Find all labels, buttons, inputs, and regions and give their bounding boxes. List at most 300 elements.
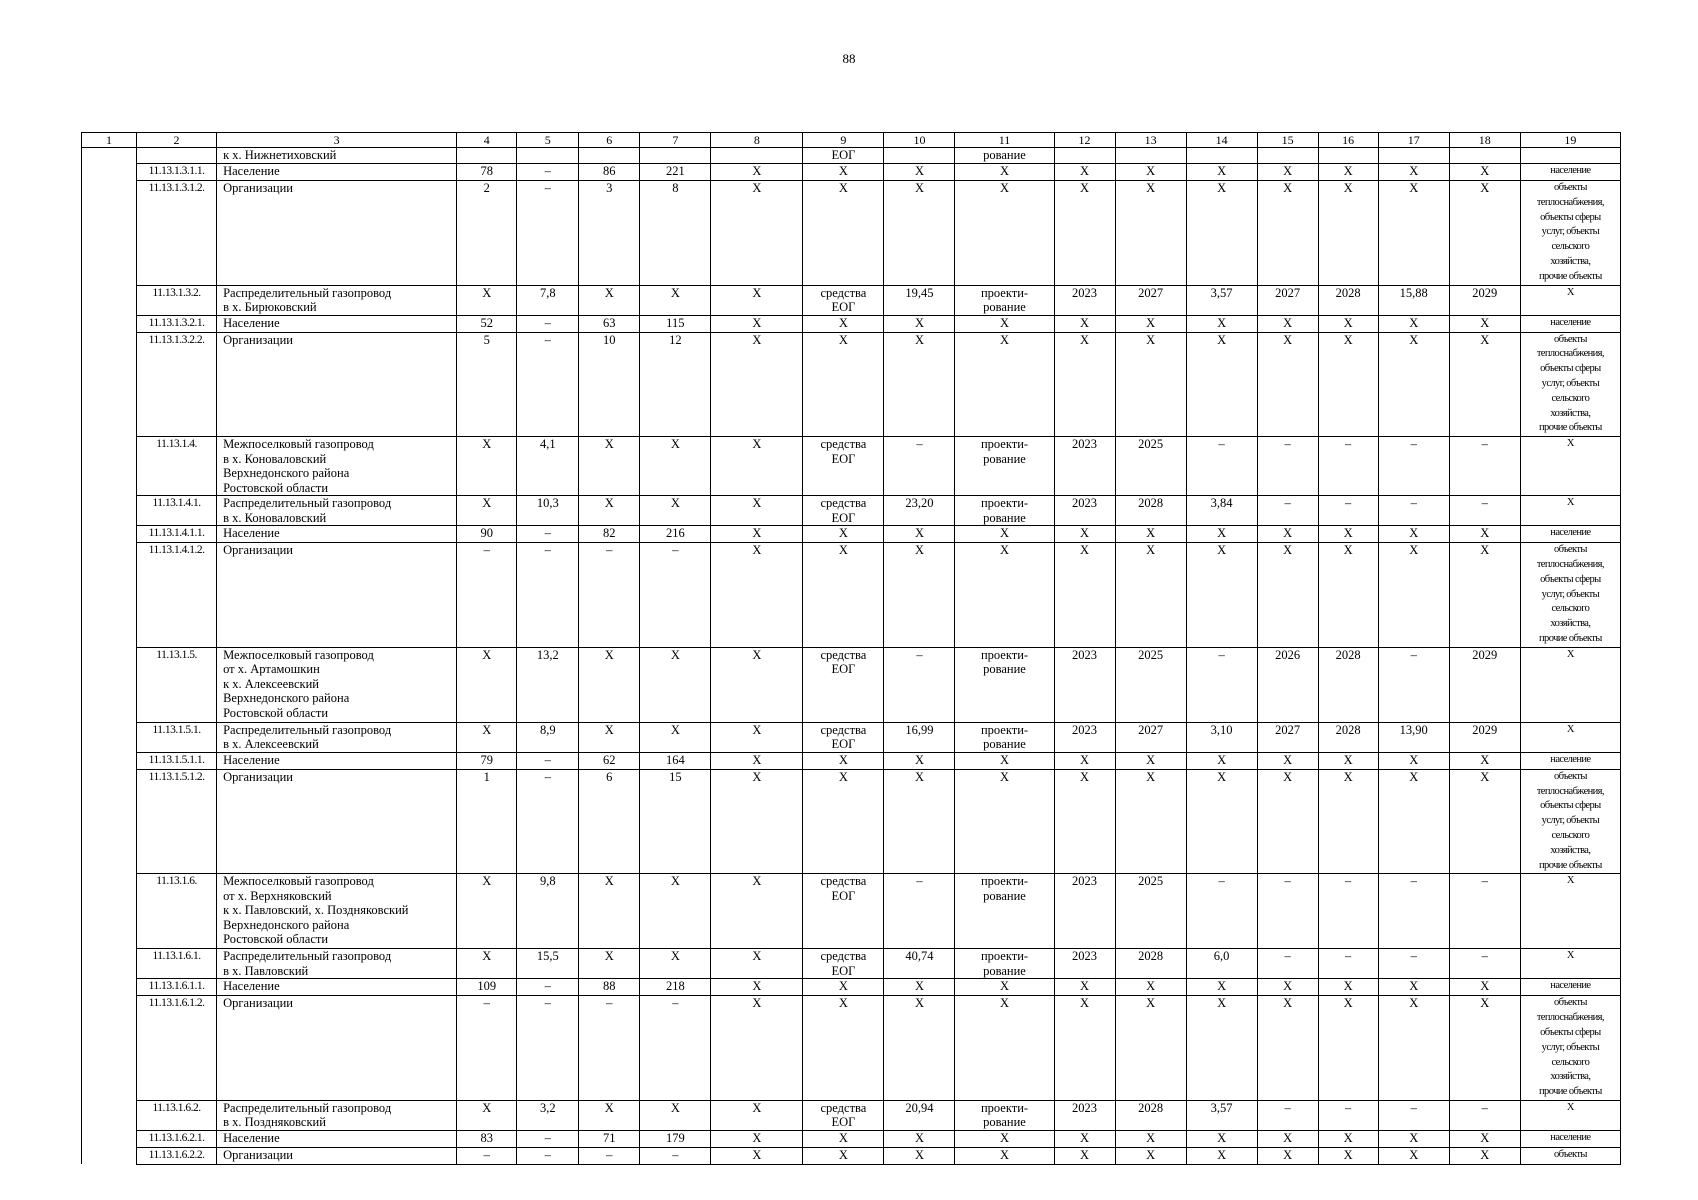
table-cell: 2028 xyxy=(1115,496,1186,526)
table-cell: X xyxy=(711,874,803,949)
item-name-cell: Распределительный газопровод в х. Коноваловский xyxy=(217,496,457,526)
table-row xyxy=(82,315,1621,332)
table-cell: X xyxy=(579,874,640,949)
table-cell: 23,20 xyxy=(884,496,955,526)
table-cell xyxy=(82,874,137,949)
table-cell: 19,45 xyxy=(884,285,955,315)
table-cell: проекти- рование xyxy=(955,874,1054,949)
table-cell xyxy=(82,996,137,1101)
table-cell: X xyxy=(1449,979,1520,996)
table-cell: 63 xyxy=(579,315,640,332)
item-code-cell: 11.13.1.4.1.2. xyxy=(137,543,217,648)
table-cell: X xyxy=(884,181,955,286)
table-cell xyxy=(579,148,640,164)
table-cell: X xyxy=(1378,332,1449,437)
table-cell: X xyxy=(1257,526,1318,543)
table-cell: 2028 xyxy=(1115,1100,1186,1130)
table-cell: X xyxy=(955,543,1054,648)
table-cell: 2025 xyxy=(1115,647,1186,722)
table-cell: X xyxy=(803,332,884,437)
table-cell: – xyxy=(1257,949,1318,979)
table-cell: 15 xyxy=(640,769,711,874)
table-cell: X xyxy=(1257,181,1318,286)
table-cell: X xyxy=(1186,752,1257,769)
item-name-cell: Межпоселковый газопровод от х. Артамошкин к х. Алексеевский Верхнедонского района Ростовской области xyxy=(217,647,457,722)
table-cell: 2027 xyxy=(1257,285,1318,315)
item-name-cell: Население xyxy=(217,315,457,332)
table-cell: 179 xyxy=(640,1130,711,1147)
table-cell: X xyxy=(1115,315,1186,332)
table-cell: X xyxy=(1520,437,1620,496)
table-cell: X xyxy=(1115,979,1186,996)
table-cell: X xyxy=(884,1130,955,1147)
table-cell: X xyxy=(1449,526,1520,543)
item-code-cell: 11.13.1.3.1.1. xyxy=(137,164,217,181)
table-cell: X xyxy=(1449,332,1520,437)
table-cell: X xyxy=(884,526,955,543)
table-cell: X xyxy=(1449,769,1520,874)
item-name-cell: Организации xyxy=(217,769,457,874)
table-row xyxy=(82,1130,1621,1147)
table-cell: население xyxy=(1520,979,1620,996)
table-cell: X xyxy=(955,164,1054,181)
table-row xyxy=(82,496,1621,526)
table-cell xyxy=(82,647,137,722)
table-cell: – xyxy=(1378,1100,1449,1130)
item-name-cell: Распределительный газопровод в х. Поздняковский xyxy=(217,1100,457,1130)
table-row xyxy=(82,526,1621,543)
table-cell: X xyxy=(884,164,955,181)
table-cell: X xyxy=(1520,949,1620,979)
table-cell: X xyxy=(579,949,640,979)
table-cell: X xyxy=(1378,752,1449,769)
table-cell: X xyxy=(1186,1147,1257,1164)
column-header: 3 xyxy=(217,133,457,148)
table-cell xyxy=(1257,148,1318,164)
table-cell: 216 xyxy=(640,526,711,543)
table-cell: X xyxy=(457,437,517,496)
table-cell: X xyxy=(1378,996,1449,1101)
table-cell: – xyxy=(579,543,640,648)
item-name-cell: Организации xyxy=(217,1147,457,1164)
table-cell: X xyxy=(579,437,640,496)
table-cell: 2023 xyxy=(1054,874,1115,949)
table-cell: X xyxy=(1378,979,1449,996)
table-cell: – xyxy=(517,996,579,1101)
table-cell: проекти- рование xyxy=(955,949,1054,979)
table-cell: X xyxy=(884,752,955,769)
table-cell: 5 xyxy=(457,332,517,437)
table-cell: – xyxy=(517,979,579,996)
table-cell xyxy=(1378,148,1449,164)
table-cell: объекты теплоснабжения, объекты сферы услуг, объекты сельского хозяйства, прочие объекты xyxy=(1520,543,1620,648)
column-header: 12 xyxy=(1054,133,1115,148)
table-cell: X xyxy=(1449,315,1520,332)
item-code-cell xyxy=(137,148,217,164)
table-row xyxy=(82,1147,1621,1164)
column-header: 10 xyxy=(884,133,955,148)
item-name-cell: Организации xyxy=(217,181,457,286)
item-code-cell: 11.13.1.4.1.1. xyxy=(137,526,217,543)
table-cell: 79 xyxy=(457,752,517,769)
table-row xyxy=(82,647,1621,722)
table-cell: X xyxy=(1449,1130,1520,1147)
table-cell xyxy=(82,769,137,874)
table-cell: X xyxy=(1257,332,1318,437)
table-cell: X xyxy=(1054,164,1115,181)
table-cell: 15,88 xyxy=(1378,285,1449,315)
table-cell: X xyxy=(1449,752,1520,769)
item-name-cell: Организации xyxy=(217,332,457,437)
table-cell: население xyxy=(1520,752,1620,769)
table-cell: – xyxy=(517,769,579,874)
table-body xyxy=(82,133,1621,1165)
table-cell: население xyxy=(1520,164,1620,181)
table-cell: X xyxy=(579,1100,640,1130)
table-cell: 3,57 xyxy=(1186,285,1257,315)
table-cell: – xyxy=(1318,874,1378,949)
table-cell: X xyxy=(1054,332,1115,437)
table-cell: X xyxy=(955,315,1054,332)
table-cell xyxy=(82,285,137,315)
table-cell xyxy=(1186,148,1257,164)
table-cell: X xyxy=(640,496,711,526)
table-cell: X xyxy=(711,647,803,722)
table-cell: население xyxy=(1520,526,1620,543)
table-cell: 83 xyxy=(457,1130,517,1147)
table-cell: 40,74 xyxy=(884,949,955,979)
table-cell: X xyxy=(711,996,803,1101)
table-cell: – xyxy=(1378,496,1449,526)
item-code-cell: 11.13.1.5.1.2. xyxy=(137,769,217,874)
item-code-cell: 11.13.1.6.1. xyxy=(137,949,217,979)
table-cell: X xyxy=(640,722,711,752)
table-cell: рование xyxy=(955,148,1054,164)
table-cell: 52 xyxy=(457,315,517,332)
item-code-cell: 11.13.1.5.1.1. xyxy=(137,752,217,769)
table-cell: – xyxy=(1378,949,1449,979)
table-cell: 2026 xyxy=(1257,647,1318,722)
table-cell: 6,0 xyxy=(1186,949,1257,979)
table-cell: 78 xyxy=(457,164,517,181)
table-cell: X xyxy=(711,722,803,752)
table-cell: X xyxy=(884,315,955,332)
table-cell xyxy=(82,181,137,286)
table-cell: X xyxy=(1054,1147,1115,1164)
table-cell: X xyxy=(803,164,884,181)
column-header: 11 xyxy=(955,133,1054,148)
table-cell: – xyxy=(579,1147,640,1164)
table-cell: X xyxy=(1520,647,1620,722)
table-cell: X xyxy=(711,437,803,496)
table-cell: 2023 xyxy=(1054,949,1115,979)
table-row xyxy=(82,164,1621,181)
table-cell: X xyxy=(1257,315,1318,332)
table-cell: 8 xyxy=(640,181,711,286)
table-cell: – xyxy=(884,437,955,496)
table-cell: X xyxy=(1318,332,1378,437)
table-cell: 3 xyxy=(579,181,640,286)
item-name-cell: Распределительный газопровод в х. Павловский xyxy=(217,949,457,979)
table-cell: X xyxy=(711,285,803,315)
table-cell xyxy=(82,148,137,164)
table-cell: X xyxy=(711,1147,803,1164)
table-cell: объекты xyxy=(1520,1147,1620,1164)
table-cell: 2028 xyxy=(1318,722,1378,752)
table-row xyxy=(82,437,1621,496)
table-cell: X xyxy=(1378,315,1449,332)
table-cell: 3,10 xyxy=(1186,722,1257,752)
table-cell: X xyxy=(711,526,803,543)
table-cell: X xyxy=(1378,181,1449,286)
table-cell: X xyxy=(955,1130,1054,1147)
item-code-cell: 11.13.1.6.1.2. xyxy=(137,996,217,1101)
table-row xyxy=(82,996,1621,1101)
table-cell: X xyxy=(457,285,517,315)
table-cell: X xyxy=(1318,1130,1378,1147)
data-table xyxy=(81,132,1621,1165)
table-cell: X xyxy=(579,647,640,722)
table-cell: – xyxy=(517,164,579,181)
table-cell: X xyxy=(1115,543,1186,648)
table-cell: X xyxy=(1186,332,1257,437)
table-cell: – xyxy=(517,543,579,648)
table-cell: X xyxy=(457,722,517,752)
item-name-cell: Население xyxy=(217,526,457,543)
item-name-cell: Население xyxy=(217,164,457,181)
table-cell: X xyxy=(1257,164,1318,181)
table-cell: 2025 xyxy=(1115,874,1186,949)
table-cell: X xyxy=(955,996,1054,1101)
column-header: 7 xyxy=(640,133,711,148)
table-cell xyxy=(82,315,137,332)
table-cell: – xyxy=(517,181,579,286)
table-cell: X xyxy=(457,496,517,526)
column-header: 6 xyxy=(579,133,640,148)
table-cell: 7,8 xyxy=(517,285,579,315)
table-cell: X xyxy=(803,526,884,543)
table-row xyxy=(82,543,1621,648)
table-cell: 2027 xyxy=(1115,285,1186,315)
table-cell: X xyxy=(803,1147,884,1164)
table-cell: X xyxy=(1054,315,1115,332)
table-row xyxy=(82,769,1621,874)
item-name-cell: Население xyxy=(217,752,457,769)
table-cell: 2025 xyxy=(1115,437,1186,496)
table-cell: X xyxy=(1115,164,1186,181)
item-name-cell: Распределительный газопровод в х. Бирюковский xyxy=(217,285,457,315)
table-cell: X xyxy=(803,752,884,769)
table-cell: 115 xyxy=(640,315,711,332)
page-number: 88 xyxy=(842,51,856,66)
table-cell: – xyxy=(1186,874,1257,949)
table-cell: средства ЕОГ xyxy=(803,437,884,496)
table-cell: X xyxy=(1054,181,1115,286)
table-cell xyxy=(82,437,137,496)
table-cell: X xyxy=(1054,752,1115,769)
table-cell: 3,2 xyxy=(517,1100,579,1130)
table-cell: 164 xyxy=(640,752,711,769)
item-code-cell: 11.13.1.6. xyxy=(137,874,217,949)
table-row xyxy=(82,949,1621,979)
table-cell: 88 xyxy=(579,979,640,996)
column-header: 4 xyxy=(457,133,517,148)
table-cell: X xyxy=(1378,1147,1449,1164)
table-cell: X xyxy=(579,496,640,526)
table-cell: X xyxy=(1378,526,1449,543)
table-cell: – xyxy=(1257,874,1318,949)
table-cell: 2 xyxy=(457,181,517,286)
table-cell: X xyxy=(1054,979,1115,996)
table-cell: X xyxy=(711,496,803,526)
table-cell: – xyxy=(1449,874,1520,949)
table-cell: X xyxy=(1449,1147,1520,1164)
table-cell: 15,5 xyxy=(517,949,579,979)
item-code-cell: 11.13.1.5. xyxy=(137,647,217,722)
table-cell: – xyxy=(1257,437,1318,496)
table-cell xyxy=(82,332,137,437)
table-cell: X xyxy=(1318,181,1378,286)
table-cell: X xyxy=(1115,996,1186,1101)
table-cell: X xyxy=(640,285,711,315)
table-cell: X xyxy=(1054,526,1115,543)
item-code-cell: 11.13.1.5.1. xyxy=(137,722,217,752)
column-header: 2 xyxy=(137,133,217,148)
table-cell: объекты теплоснабжения, объекты сферы услуг, объекты сельского хозяйства, прочие объекты xyxy=(1520,769,1620,874)
table-row xyxy=(82,722,1621,752)
table-cell: X xyxy=(1257,1147,1318,1164)
table-cell: – xyxy=(884,874,955,949)
table-row xyxy=(82,181,1621,286)
item-code-cell: 11.13.1.6.1.1. xyxy=(137,979,217,996)
table-cell: 3,57 xyxy=(1186,1100,1257,1130)
item-code-cell: 11.13.1.3.2.1. xyxy=(137,315,217,332)
table-cell: – xyxy=(517,1147,579,1164)
item-code-cell: 11.13.1.3.1.2. xyxy=(137,181,217,286)
table-cell: X xyxy=(1318,315,1378,332)
item-code-cell: 11.13.1.6.2.2. xyxy=(137,1147,217,1164)
table-cell: 4,1 xyxy=(517,437,579,496)
table-cell: – xyxy=(1449,1100,1520,1130)
table-cell: X xyxy=(711,164,803,181)
table-cell xyxy=(82,496,137,526)
table-cell: X xyxy=(711,979,803,996)
table-cell: X xyxy=(1186,996,1257,1101)
table-cell: – xyxy=(1318,496,1378,526)
table-cell: X xyxy=(711,1130,803,1147)
table-cell: – xyxy=(1449,949,1520,979)
table-cell: 12 xyxy=(640,332,711,437)
table-cell: – xyxy=(640,996,711,1101)
table-cell: ЕОГ xyxy=(803,148,884,164)
table-cell xyxy=(1520,148,1620,164)
table-cell: X xyxy=(1115,1147,1186,1164)
table-cell: X xyxy=(803,315,884,332)
table-cell: X xyxy=(711,752,803,769)
table-cell: X xyxy=(1257,1130,1318,1147)
table-cell: X xyxy=(955,769,1054,874)
item-code-cell: 11.13.1.6.2.1. xyxy=(137,1130,217,1147)
table-cell: X xyxy=(884,979,955,996)
table-cell: X xyxy=(640,1100,711,1130)
table-cell: X xyxy=(1115,752,1186,769)
table-cell: 2028 xyxy=(1318,285,1378,315)
table-cell: X xyxy=(1257,979,1318,996)
table-row xyxy=(82,148,1621,164)
table-cell: 16,99 xyxy=(884,722,955,752)
table-row xyxy=(82,752,1621,769)
table-cell: X xyxy=(1449,164,1520,181)
column-header: 19 xyxy=(1520,133,1620,148)
table-cell: проекти- рование xyxy=(955,285,1054,315)
table-cell: X xyxy=(579,722,640,752)
table-cell: средства ЕОГ xyxy=(803,1100,884,1130)
table-cell: X xyxy=(1054,769,1115,874)
table-cell: X xyxy=(640,874,711,949)
table-cell: 82 xyxy=(579,526,640,543)
table-cell: X xyxy=(1318,752,1378,769)
table-cell: – xyxy=(457,1147,517,1164)
table-cell: X xyxy=(1318,769,1378,874)
table-cell: X xyxy=(1257,543,1318,648)
table-cell: X xyxy=(1318,543,1378,648)
table-cell: X xyxy=(1115,1130,1186,1147)
table-cell: X xyxy=(640,647,711,722)
table-cell: 109 xyxy=(457,979,517,996)
table-cell: 2028 xyxy=(1318,647,1378,722)
table-cell: 86 xyxy=(579,164,640,181)
item-name-cell: к х. Нижнетиховский xyxy=(217,148,457,164)
table-row xyxy=(82,285,1621,315)
table-cell: – xyxy=(1318,949,1378,979)
column-header: 14 xyxy=(1186,133,1257,148)
table-cell: X xyxy=(711,181,803,286)
table-cell: 8,9 xyxy=(517,722,579,752)
table-cell: 2027 xyxy=(1115,722,1186,752)
table-cell: X xyxy=(1318,979,1378,996)
table-cell: – xyxy=(1257,496,1318,526)
column-number-row xyxy=(82,133,1621,148)
table-cell: X xyxy=(1186,543,1257,648)
table-cell: X xyxy=(1115,769,1186,874)
table-cell xyxy=(82,752,137,769)
table-cell: X xyxy=(457,647,517,722)
table-cell xyxy=(1054,148,1115,164)
table-row xyxy=(82,874,1621,949)
table-cell: население xyxy=(1520,1130,1620,1147)
table-cell xyxy=(1449,148,1520,164)
table-cell: X xyxy=(457,874,517,949)
table-cell: объекты теплоснабжения, объекты сферы услуг, объекты сельского хозяйства, прочие объекты xyxy=(1520,181,1620,286)
table-cell: – xyxy=(1318,1100,1378,1130)
table-cell: X xyxy=(457,949,517,979)
table-cell xyxy=(82,543,137,648)
table-cell xyxy=(711,148,803,164)
table-cell: 2027 xyxy=(1257,722,1318,752)
table-cell: – xyxy=(1449,496,1520,526)
table-cell: X xyxy=(1186,164,1257,181)
table-cell: 2023 xyxy=(1054,1100,1115,1130)
table-cell: 2023 xyxy=(1054,437,1115,496)
table-cell: X xyxy=(1520,722,1620,752)
table-cell: проекти- рование xyxy=(955,722,1054,752)
table-cell: – xyxy=(1318,437,1378,496)
table-cell: X xyxy=(640,437,711,496)
table-cell: X xyxy=(1186,769,1257,874)
table-cell xyxy=(82,526,137,543)
table-cell: X xyxy=(1186,181,1257,286)
item-name-cell: Организации xyxy=(217,996,457,1101)
